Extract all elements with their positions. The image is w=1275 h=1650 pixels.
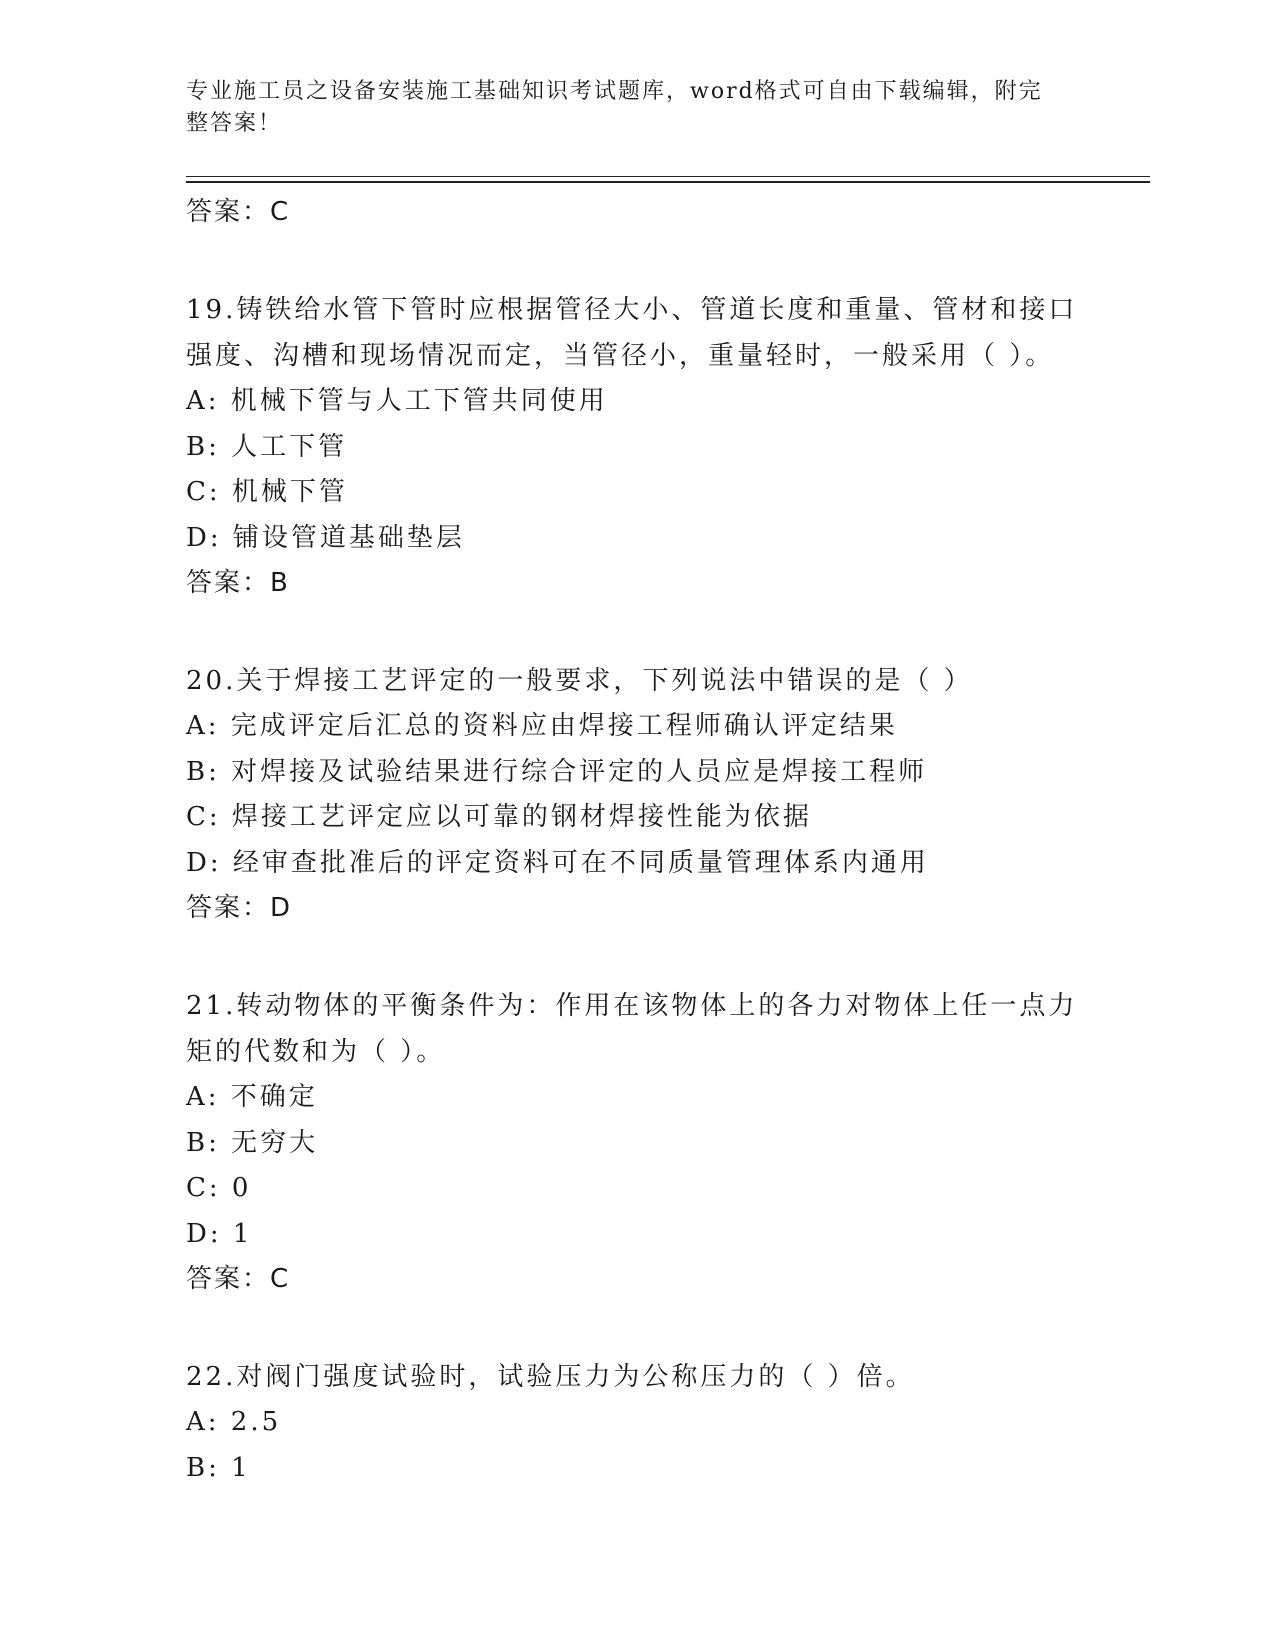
option-a: A: 不确定 (186, 1082, 318, 1112)
answer-line: 答案：B (186, 568, 290, 598)
option-d: D: 经审查批准后的评定资料可在不同质量管理体系内通用 (186, 847, 929, 878)
question-21 (186, 983, 1106, 1302)
answer-line: 答案：C (186, 1264, 291, 1294)
question-22 (186, 1354, 1106, 1491)
option-a: A: 完成评定后汇总的资料应由焊接工程师确认评定结果 (186, 711, 898, 741)
spacer (186, 931, 1106, 983)
question-20 (186, 658, 1106, 931)
question-19 (186, 287, 1106, 606)
spacer (186, 606, 1106, 658)
question-stem: 21.转动物体的平衡条件为：作用在该物体上的各力对物体上任一点力矩的代数和为（ ）。 (186, 991, 1078, 1067)
spacer (186, 235, 1106, 287)
option-c: C: 机械下管 (186, 477, 348, 507)
header-divider-thick (186, 181, 1150, 183)
option-b: B: 人工下管 (186, 431, 348, 462)
question-stem: 19.铸铁给水管下管时应根据管径大小、管道长度和重量、管材和接口强度、沟槽和现场情况而定，当管径小，重量轻时，一般采用（ ）。 (186, 295, 1078, 371)
question-stem: 20.关于焊接工艺评定的一般要求，下列说法中错误的是（ ） (186, 666, 973, 696)
document-header: 专业施工员之设备安装施工基础知识考试题库，word格式可自由下载编辑，附完整答案！ (186, 79, 1043, 136)
spacer (186, 1302, 1106, 1354)
option-c: C: 0 (186, 1173, 252, 1203)
header-divider-thin (186, 176, 1150, 177)
answer-line: 答案：D (186, 893, 293, 923)
option-b: B: 1 (186, 1452, 251, 1483)
option-b: B: 对焊接及试验结果进行综合评定的人员应是焊接工程师 (186, 756, 928, 787)
option-d: D: 1 (186, 1218, 253, 1249)
question-stem: 22.对阀门强度试验时，试验压力为公称压力的（ ）倍。 (186, 1362, 915, 1392)
option-b: B: 无穷大 (186, 1127, 319, 1158)
option-a: A: 机械下管与人工下管共同使用 (186, 386, 608, 416)
question-list (186, 190, 1106, 1491)
option-a: A: 2.5 (186, 1407, 282, 1437)
answer-line: 答案：C (186, 197, 291, 227)
option-c: C: 焊接工艺评定应以可靠的钢材焊接性能为依据 (186, 802, 812, 832)
option-d: D: 铺设管道基础垫层 (186, 522, 465, 553)
